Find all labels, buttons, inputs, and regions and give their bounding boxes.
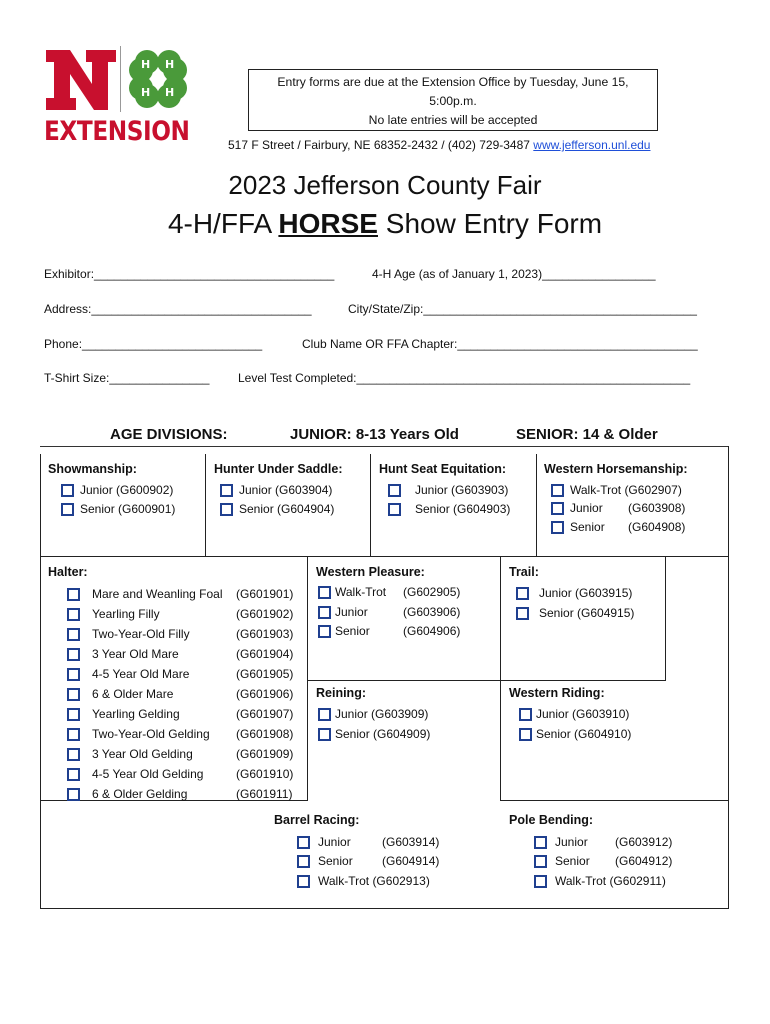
option-label: Senior bbox=[318, 854, 353, 868]
hunt-seat-senior-option[interactable] bbox=[388, 500, 510, 518]
age-divisions-rule bbox=[40, 446, 728, 447]
checkbox[interactable] bbox=[297, 875, 310, 888]
checkbox[interactable] bbox=[519, 708, 532, 721]
page-title: 2023 Jefferson County Fair bbox=[228, 170, 542, 200]
wh-junior-option[interactable] bbox=[551, 499, 685, 517]
checkbox[interactable] bbox=[318, 625, 331, 638]
reining-title: Reining: bbox=[316, 686, 366, 700]
checkbox[interactable] bbox=[318, 606, 331, 619]
deadline-notice bbox=[248, 69, 658, 131]
option-label: Senior bbox=[570, 520, 605, 534]
checkbox[interactable] bbox=[220, 503, 233, 516]
grid-line bbox=[205, 454, 206, 556]
option-label: Senior (G604904) bbox=[239, 502, 335, 516]
halter-option[interactable] bbox=[67, 684, 293, 704]
grid-line bbox=[307, 556, 308, 800]
br-junior-option[interactable] bbox=[297, 833, 439, 851]
checkbox[interactable] bbox=[67, 768, 80, 781]
level-test-field[interactable]: Level Test Completed:__________________________________________________ bbox=[238, 371, 691, 385]
option-label: Junior (G603909) bbox=[335, 707, 429, 721]
western-riding-title: Western Riding: bbox=[509, 686, 605, 700]
checkbox[interactable] bbox=[67, 648, 80, 661]
checkbox[interactable] bbox=[534, 836, 547, 849]
option-label: Mare and Weanling Foal bbox=[92, 587, 223, 601]
grid-line bbox=[40, 908, 729, 909]
checkbox[interactable] bbox=[297, 836, 310, 849]
option-label: Junior (G603903) bbox=[415, 483, 509, 497]
option-code: (G601909) bbox=[236, 747, 294, 761]
svg-text:H: H bbox=[165, 86, 175, 99]
hunt-seat-junior-option[interactable] bbox=[388, 481, 508, 499]
grid-line bbox=[40, 556, 729, 557]
pole-bending-title: Pole Bending: bbox=[509, 813, 594, 827]
halter-option[interactable] bbox=[67, 644, 293, 664]
option-label: 3 Year Old Mare bbox=[92, 647, 179, 661]
grid-line bbox=[728, 800, 729, 909]
grid-line bbox=[728, 556, 729, 800]
notice-line-1: Entry forms are due at the Extension Office by Tuesday, June 15, bbox=[277, 75, 629, 89]
checkbox[interactable] bbox=[67, 688, 80, 701]
option-label: Senior (G600901) bbox=[80, 502, 176, 516]
halter-option[interactable] bbox=[67, 784, 293, 804]
halter-title: Halter: bbox=[48, 565, 88, 579]
notice-line-3: No late entries will be accepted bbox=[368, 113, 538, 127]
option-code: (G604906) bbox=[403, 624, 461, 638]
option-code: (G603906) bbox=[403, 605, 461, 619]
option-label: Two-Year-Old Gelding bbox=[92, 727, 210, 741]
halter-option[interactable] bbox=[67, 704, 293, 724]
option-label: Junior (G603915) bbox=[539, 586, 633, 600]
halter-list bbox=[67, 584, 293, 804]
page-subtitle bbox=[0, 208, 770, 240]
checkbox[interactable] bbox=[67, 728, 80, 741]
office-address bbox=[228, 138, 650, 152]
city-state-zip-field[interactable]: City/State/Zip:_________________________________________ bbox=[348, 302, 697, 316]
phone-field[interactable]: Phone:___________________________ bbox=[44, 337, 263, 351]
option-label: 4-5 Year Old Gelding bbox=[92, 767, 204, 781]
checkbox[interactable] bbox=[534, 875, 547, 888]
checkbox[interactable] bbox=[61, 503, 74, 516]
halter-option[interactable] bbox=[67, 724, 293, 744]
subtitle-prefix: 4-H/FFA bbox=[167, 208, 279, 239]
checkbox[interactable] bbox=[61, 484, 74, 497]
halter-option[interactable] bbox=[67, 664, 293, 684]
grid-line bbox=[536, 454, 537, 556]
option-label: Junior bbox=[555, 835, 588, 849]
grid-line bbox=[500, 800, 729, 801]
checkbox[interactable] bbox=[519, 728, 532, 741]
option-label: Walk-Trot (G602907) bbox=[570, 483, 682, 497]
checkbox[interactable] bbox=[220, 484, 233, 497]
halter-option[interactable] bbox=[67, 624, 293, 644]
svg-text:H: H bbox=[141, 86, 151, 99]
option-label: Junior (G603910) bbox=[536, 707, 630, 721]
option-label: Two-Year-Old Filly bbox=[92, 627, 190, 641]
option-label: Junior (G603904) bbox=[239, 483, 333, 497]
option-label: Senior bbox=[555, 854, 590, 868]
option-label: Junior bbox=[318, 835, 351, 849]
checkbox[interactable] bbox=[318, 728, 331, 741]
option-code: (G604908) bbox=[628, 520, 686, 534]
subtitle-horse: HORSE bbox=[278, 208, 378, 239]
tshirt-field[interactable]: T-Shirt Size:_______________ bbox=[44, 371, 210, 385]
br-walktrot-option[interactable] bbox=[297, 872, 430, 890]
checkbox[interactable] bbox=[67, 748, 80, 761]
address-field[interactable]: Address:_________________________________ bbox=[44, 302, 312, 316]
grid-line bbox=[40, 454, 41, 556]
showmanship-senior-option[interactable] bbox=[61, 500, 175, 518]
option-code: (G601906) bbox=[236, 687, 294, 701]
option-code: (G602905) bbox=[403, 585, 461, 599]
option-label: Senior bbox=[335, 624, 370, 638]
logo-divider bbox=[120, 46, 121, 112]
halter-option[interactable] bbox=[67, 744, 293, 764]
option-code: (G603908) bbox=[628, 501, 686, 515]
reining-senior-option[interactable] bbox=[318, 725, 430, 743]
wr-junior-option[interactable] bbox=[519, 705, 629, 723]
nebraska-n-logo bbox=[44, 48, 118, 112]
option-label: Yearling Filly bbox=[92, 607, 160, 621]
option-label: Yearling Gelding bbox=[92, 707, 180, 721]
option-label: Junior (G600902) bbox=[80, 483, 174, 497]
checkbox[interactable] bbox=[516, 587, 529, 600]
checkbox[interactable] bbox=[551, 484, 564, 497]
hus-junior-option[interactable] bbox=[220, 481, 332, 499]
age-field[interactable]: 4-H Age (as of January 1, 2023)_________________ bbox=[372, 267, 656, 281]
option-code: (G601908) bbox=[236, 727, 294, 741]
option-label: 6 & Older Gelding bbox=[92, 787, 188, 801]
exhibitor-field[interactable]: Exhibitor:____________________________________ bbox=[44, 267, 335, 281]
option-code: (G601901) bbox=[236, 587, 294, 601]
checkbox[interactable] bbox=[551, 521, 564, 534]
western-horsemanship-title: Western Horsemanship: bbox=[544, 462, 688, 476]
option-code: (G603912) bbox=[615, 835, 673, 849]
option-label: Walk-Trot (G602911) bbox=[555, 874, 666, 888]
hunt-seat-title: Hunt Seat Equitation: bbox=[379, 462, 507, 476]
pb-senior-option[interactable] bbox=[534, 852, 672, 870]
checkbox[interactable] bbox=[551, 502, 564, 515]
option-label: Junior bbox=[335, 605, 368, 619]
junior-division: JUNIOR: 8-13 Years Old bbox=[290, 426, 459, 443]
option-label: Walk-Trot bbox=[335, 585, 387, 599]
extension-logo-text: EXTENSION bbox=[44, 116, 190, 147]
trail-title: Trail: bbox=[509, 565, 539, 579]
wp-walktrot-option[interactable] bbox=[318, 583, 460, 601]
option-code: (G601905) bbox=[236, 667, 294, 681]
pb-junior-option[interactable] bbox=[534, 833, 672, 851]
option-label: 6 & Older Mare bbox=[92, 687, 174, 701]
checkbox[interactable] bbox=[297, 855, 310, 868]
option-label: Senior (G604909) bbox=[335, 727, 431, 741]
trail-senior-option[interactable] bbox=[516, 604, 634, 622]
checkbox[interactable] bbox=[67, 628, 80, 641]
wp-senior-option[interactable] bbox=[318, 622, 460, 640]
wp-junior-option[interactable] bbox=[318, 603, 460, 621]
option-code: (G601907) bbox=[236, 707, 294, 721]
senior-division: SENIOR: 14 & Older bbox=[516, 426, 658, 443]
checkbox[interactable] bbox=[67, 668, 80, 681]
website-link[interactable]: www.jefferson.unl.edu bbox=[533, 138, 651, 152]
wr-senior-option[interactable] bbox=[519, 725, 631, 743]
option-code: (G601910) bbox=[236, 767, 294, 781]
grid-line bbox=[728, 446, 729, 556]
checkbox[interactable] bbox=[318, 708, 331, 721]
halter-option[interactable] bbox=[67, 604, 293, 624]
svg-text:H: H bbox=[165, 58, 175, 71]
option-code: (G601904) bbox=[236, 647, 294, 661]
option-code: (G604912) bbox=[615, 854, 673, 868]
office-address-text: 517 F Street / Fairbury, NE 68352-2432 / (402) 729-3487 bbox=[228, 138, 534, 152]
checkbox[interactable] bbox=[388, 484, 401, 497]
svg-text:H: H bbox=[141, 58, 151, 71]
age-divisions-label: AGE DIVISIONS: bbox=[110, 426, 228, 443]
grid-line bbox=[500, 556, 501, 800]
subtitle-suffix: Show Entry Form bbox=[377, 208, 603, 239]
checkbox[interactable] bbox=[67, 588, 80, 601]
br-senior-option[interactable] bbox=[297, 852, 439, 870]
grid-line bbox=[40, 800, 41, 909]
hus-senior-option[interactable] bbox=[220, 500, 334, 518]
checkbox[interactable] bbox=[516, 607, 529, 620]
option-label: Walk-Trot (G602913) bbox=[318, 874, 430, 888]
checkbox[interactable] bbox=[318, 586, 331, 599]
option-label: Senior (G604910) bbox=[536, 727, 632, 741]
option-code: (G601903) bbox=[236, 627, 294, 641]
checkbox[interactable] bbox=[67, 708, 80, 721]
option-label: 3 Year Old Gelding bbox=[92, 747, 193, 761]
reining-junior-option[interactable] bbox=[318, 705, 428, 723]
grid-line bbox=[307, 680, 666, 681]
option-label: Senior (G604903) bbox=[415, 502, 511, 516]
grid-line bbox=[40, 556, 41, 800]
option-label: 4-5 Year Old Mare bbox=[92, 667, 190, 681]
wh-senior-option[interactable] bbox=[551, 518, 685, 536]
club-field[interactable]: Club Name OR FFA Chapter:____________________________________ bbox=[302, 337, 698, 351]
notice-line-2: 5:00p.m. bbox=[429, 94, 477, 108]
option-code: (G601911) bbox=[236, 787, 293, 801]
checkbox[interactable] bbox=[534, 855, 547, 868]
grid-line bbox=[370, 454, 371, 556]
halter-option[interactable] bbox=[67, 764, 293, 784]
four-h-clover-icon bbox=[127, 48, 189, 110]
showmanship-title: Showmanship: bbox=[48, 462, 137, 476]
option-code: (G603914) bbox=[382, 835, 440, 849]
option-code: (G601902) bbox=[236, 607, 294, 621]
checkbox[interactable] bbox=[67, 608, 80, 621]
pb-walktrot-option[interactable] bbox=[534, 872, 666, 890]
checkbox[interactable] bbox=[388, 503, 401, 516]
barrel-racing-title: Barrel Racing: bbox=[274, 813, 360, 827]
checkbox[interactable] bbox=[67, 788, 80, 801]
option-code: (G604914) bbox=[382, 854, 440, 868]
option-label: Senior (G604915) bbox=[539, 606, 635, 620]
hunter-under-saddle-title: Hunter Under Saddle: bbox=[214, 462, 343, 476]
western-pleasure-title: Western Pleasure: bbox=[316, 565, 425, 579]
grid-line bbox=[665, 556, 666, 680]
halter-option[interactable] bbox=[67, 584, 293, 604]
showmanship-junior-option[interactable] bbox=[61, 481, 173, 499]
wh-walktrot-option[interactable] bbox=[551, 481, 682, 499]
option-label: Junior bbox=[570, 501, 603, 515]
trail-junior-option[interactable] bbox=[516, 584, 632, 602]
